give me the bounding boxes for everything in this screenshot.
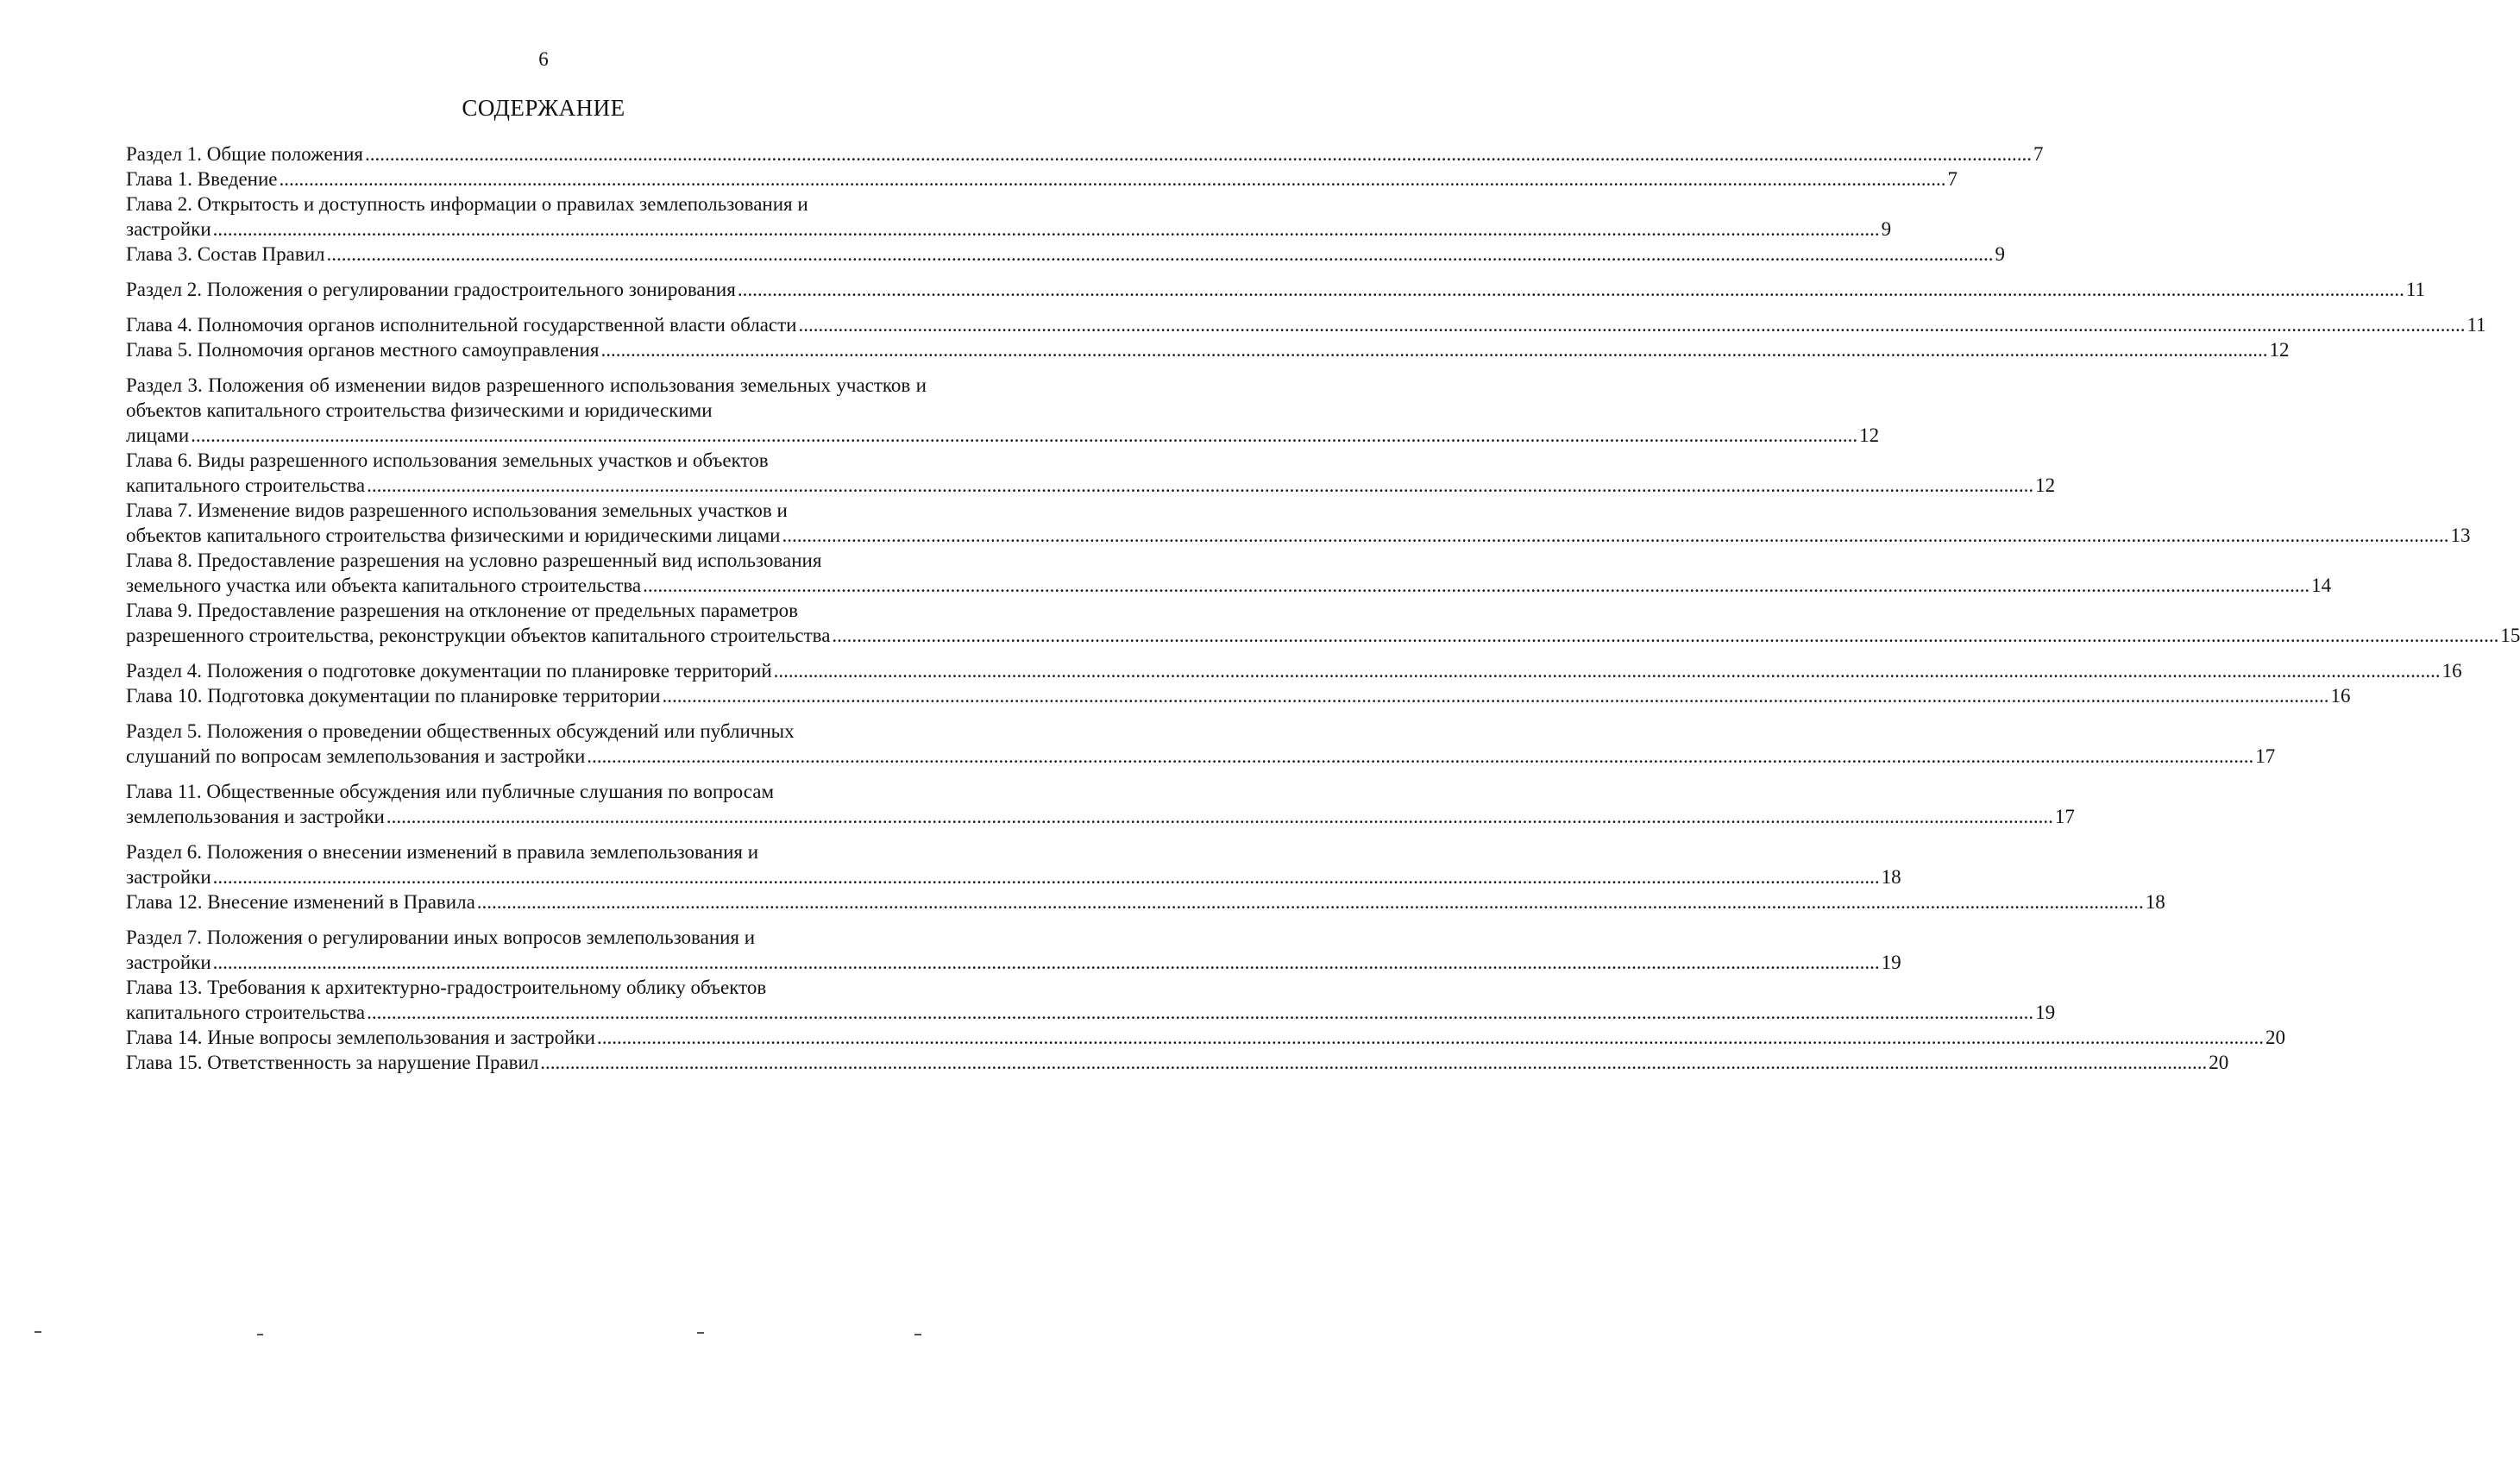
toc-page-number: 11: [2405, 279, 2425, 300]
dot-leader: [386, 804, 2053, 829]
toc-entry-line: [126, 423, 1880, 448]
toc-entry: [126, 683, 2351, 708]
dot-leader: [213, 864, 1880, 889]
dot-leader: [662, 683, 2328, 708]
toc-page-number: 16: [2330, 685, 2351, 707]
scan-artifact: [257, 1334, 263, 1335]
toc-entry-line: [126, 167, 1958, 192]
toc-entry-line: [126, 473, 2056, 498]
toc-page-number: 12: [1859, 424, 1880, 446]
dot-leader: [367, 473, 2033, 498]
toc-page-number: 12: [2035, 474, 2056, 496]
toc-page-number: 17: [2054, 806, 2075, 827]
toc-entry-title: землепользования и застройки: [126, 806, 385, 827]
toc-entry-title: Глава 15. Ответственность за нарушение Правил: [126, 1052, 539, 1073]
toc-entry-line: [126, 658, 2462, 683]
toc-entry-title: Глава 14. Иные вопросы землепользования и застройки: [126, 1027, 595, 1048]
toc-entry-line: [126, 573, 2332, 598]
dot-leader: [601, 337, 2268, 362]
dot-leader: [213, 950, 1880, 975]
toc-entry-text: Раздел 7. Положения о регулировании иных вопросов землепользования и: [126, 927, 756, 948]
toc-entry: [126, 889, 2165, 914]
dot-leader: [365, 141, 2032, 167]
page-number: 6: [538, 48, 549, 70]
toc-page-number: 19: [1881, 952, 1901, 973]
table-of-contents: [126, 141, 2520, 1075]
toc-page-number: 18: [2145, 891, 2165, 913]
toc-entry: [126, 779, 2075, 829]
toc-entry: [126, 925, 1901, 975]
toc-entry-line: [126, 1000, 2056, 1025]
toc-page-number: 15: [2500, 625, 2520, 646]
toc-entry-line: [126, 804, 2075, 829]
toc-entry: [126, 498, 2471, 548]
toc-entry-line: [126, 242, 2006, 267]
toc-page-number: 14: [2311, 575, 2332, 596]
toc-page-number: 9: [1881, 218, 1892, 240]
toc-entry-text: Глава 13. Требования к архитектурно-градостроительному облику объектов: [126, 977, 767, 998]
toc-page-number: 20: [2209, 1052, 2229, 1073]
toc-entry-title: Глава 5. Полномочия органов местного самоуправления: [126, 339, 600, 361]
toc-entry: [126, 312, 2486, 337]
toc-title: СОДЕРЖАНИЕ: [462, 95, 625, 121]
toc-entry-text: Глава 2. Открытость и доступность информации о правилах землепользования и: [126, 193, 808, 215]
toc-entry: [126, 141, 2044, 167]
toc-entry-title: Раздел 4. Положения о подготовке документации по планировке территорий: [126, 660, 772, 682]
dot-leader: [191, 423, 1857, 448]
toc-page-number: 7: [2033, 143, 2044, 165]
toc-entry-title: разрешенного строительства, реконструкции объектов капитального строительства: [126, 625, 831, 646]
toc-entry-text: Глава 7. Изменение видов разрешенного использования земельных участков и: [126, 500, 788, 521]
toc-page-number: 13: [2450, 525, 2471, 546]
toc-entry: [126, 448, 2056, 498]
toc-entry-title: Раздел 2. Положения о регулировании градостроительного зонирования: [126, 279, 736, 300]
toc-entry: [126, 598, 2520, 648]
toc-page-number: 7: [1947, 168, 1958, 190]
toc-entry: [126, 337, 2290, 362]
toc-entry: [126, 373, 1880, 448]
toc-page-number: 9: [1995, 243, 2006, 265]
toc-entry-title: Глава 3. Состав Правил: [126, 243, 325, 265]
scan-artifact: [35, 1331, 41, 1333]
toc-entry: [126, 167, 1958, 192]
toc-page-number: 17: [2255, 745, 2276, 767]
dot-leader: [540, 1050, 2207, 1075]
toc-entry-title: земельного участка или объекта капитального строительства: [126, 575, 642, 596]
toc-entry-line: [126, 1025, 2285, 1050]
toc-entry: [126, 277, 2425, 302]
toc-entry-text: Глава 6. Виды разрешенного использования земельных участков и объектов: [126, 449, 769, 471]
scan-artifact: [914, 1334, 921, 1335]
toc-page-number: 18: [1881, 866, 1901, 888]
toc-entry-title: застройки: [126, 218, 211, 240]
toc-entry-title: Раздел 1. Общие положения: [126, 143, 364, 165]
dot-leader: [798, 312, 2465, 337]
toc-entry-title: Глава 1. Введение: [126, 168, 278, 190]
toc-entry-title: Глава 10. Подготовка документации по планировке территории: [126, 685, 661, 707]
toc-entry-line: [126, 217, 1892, 242]
toc-entry-line: [126, 950, 1901, 975]
dot-leader: [643, 573, 2309, 598]
toc-entry-title: застройки: [126, 866, 211, 888]
dot-leader: [213, 217, 1880, 242]
toc-entry-title: капитального строительства: [126, 474, 366, 496]
toc-entry-line: [126, 683, 2351, 708]
toc-entry-title: капитального строительства: [126, 1002, 366, 1023]
dot-leader: [367, 1000, 2033, 1025]
toc-entry: [126, 192, 1892, 242]
dot-leader: [279, 167, 1945, 192]
dot-leader: [477, 889, 2144, 914]
dot-leader: [782, 523, 2448, 548]
toc-entry-title: застройки: [126, 952, 211, 973]
toc-entry-title: Глава 4. Полномочия органов исполнительной государственной власти области: [126, 314, 797, 336]
dot-leader: [327, 242, 1994, 267]
toc-entry: [126, 548, 2332, 598]
dot-leader: [774, 658, 2441, 683]
dot-leader: [832, 623, 2498, 648]
toc-entry-line: [126, 277, 2425, 302]
toc-page-number: 11: [2467, 314, 2486, 336]
toc-page-number: 16: [2441, 660, 2462, 682]
toc-page-number: 20: [2265, 1027, 2285, 1048]
toc-entry-line: [126, 623, 2520, 648]
toc-entry: [126, 658, 2462, 683]
toc-entry-text: Глава 9. Предоставление разрешения на отклонение от предельных параметров: [126, 600, 799, 621]
toc-entry-line: [126, 141, 2044, 167]
toc-entry-line: [126, 744, 2276, 769]
toc-entry-line: [126, 1050, 2229, 1075]
toc-page-number: 12: [2269, 339, 2290, 361]
toc-entry-title: лицами: [126, 424, 190, 446]
toc-entry-line: [126, 523, 2471, 548]
toc-entry: [126, 839, 1901, 889]
scan-artifact: [697, 1332, 704, 1334]
toc-entry-text: Раздел 3. Положения об изменении видов разрешенного использования земельных участков и объектов капитального строительства физическими и юридическими: [126, 374, 927, 421]
toc-entry-line: [126, 312, 2486, 337]
toc-entry-line: [126, 337, 2290, 362]
toc-entry-text: Глава 8. Предоставление разрешения на условно разрешенный вид использования: [126, 550, 822, 571]
dot-leader: [587, 744, 2253, 769]
toc-entry-title: Глава 12. Внесение изменений в Правила: [126, 891, 475, 913]
toc-entry-line: [126, 864, 1901, 889]
toc-page-number: 19: [2035, 1002, 2056, 1023]
toc-entry: [126, 975, 2056, 1025]
toc-entry: [126, 1025, 2285, 1050]
toc-entry-text: Раздел 5. Положения о проведении общественных обсуждений или публичных: [126, 720, 795, 742]
toc-entry-title: объектов капитального строительства физическими и юридическими лицами: [126, 525, 781, 546]
toc-entry: [126, 1050, 2229, 1075]
toc-entry-text: Раздел 6. Положения о внесении изменений в правила землепользования и: [126, 841, 759, 863]
toc-entry-text: Глава 11. Общественные обсуждения или публичные слушания по вопросам: [126, 781, 774, 802]
toc-entry-line: [126, 889, 2165, 914]
toc-entry: [126, 242, 2006, 267]
dot-leader: [738, 277, 2404, 302]
toc-entry: [126, 719, 2276, 769]
dot-leader: [597, 1025, 2264, 1050]
toc-entry-title: слушаний по вопросам землепользования и застройки: [126, 745, 586, 767]
